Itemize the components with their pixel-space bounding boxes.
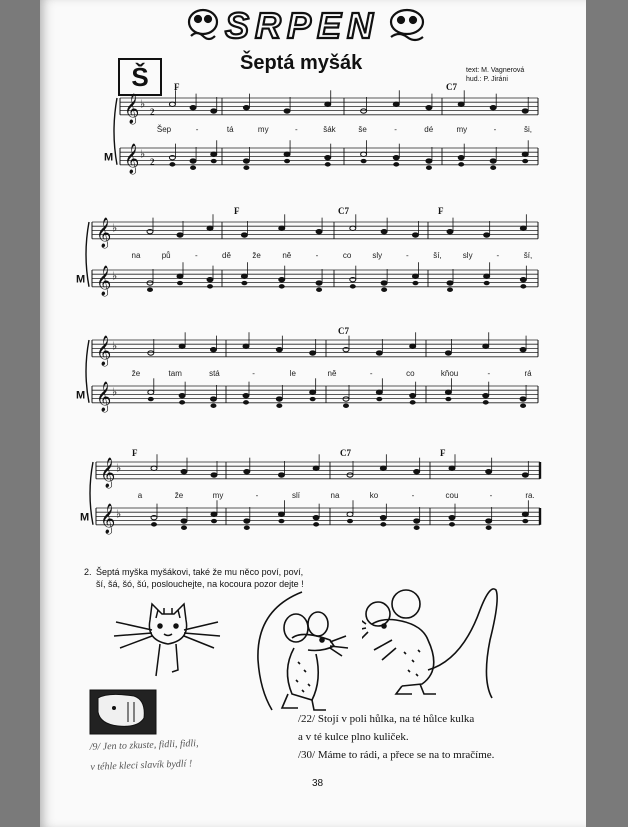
lyric-syllable: že bbox=[252, 251, 261, 260]
note-head bbox=[241, 274, 247, 278]
note-head bbox=[181, 519, 187, 523]
note-head bbox=[410, 400, 416, 404]
lyric-syllable: - bbox=[394, 125, 397, 134]
riddle-30-line: /30/ Máme to rádi, a přece se na to mračíme. bbox=[298, 749, 495, 761]
note-head bbox=[380, 466, 386, 470]
key-flat: ♭ bbox=[112, 339, 118, 353]
note-head bbox=[350, 284, 356, 288]
note-head bbox=[458, 102, 464, 106]
note-head bbox=[313, 522, 319, 526]
note-head bbox=[410, 393, 416, 397]
note-head bbox=[243, 344, 249, 348]
note-head bbox=[483, 400, 489, 404]
note-head bbox=[279, 277, 285, 281]
lyric-syllable: - bbox=[493, 125, 497, 134]
note-head bbox=[241, 233, 247, 237]
note-head bbox=[522, 109, 528, 113]
note-head bbox=[243, 400, 249, 404]
chord-symbol: C7 bbox=[340, 448, 351, 458]
lyric-syllable: tá bbox=[226, 125, 234, 134]
lyric-syllable: že bbox=[174, 491, 184, 500]
note-head bbox=[447, 288, 453, 292]
note-head bbox=[414, 469, 420, 473]
key-flat: ♭ bbox=[116, 461, 122, 475]
note-head bbox=[147, 281, 153, 285]
note-head bbox=[207, 284, 213, 288]
lyric-syllable: sly bbox=[372, 251, 383, 260]
note-head bbox=[316, 288, 322, 292]
system-brace bbox=[114, 98, 117, 165]
note-head bbox=[276, 404, 282, 408]
note-head bbox=[278, 519, 284, 523]
system-brace bbox=[86, 222, 89, 287]
note-head bbox=[522, 152, 528, 156]
note-head bbox=[484, 274, 490, 278]
lyric-syllable: - bbox=[195, 125, 199, 134]
note-head bbox=[520, 404, 526, 408]
note-head bbox=[522, 512, 528, 516]
note-head bbox=[179, 393, 185, 397]
lyric-syllable: my bbox=[456, 125, 468, 134]
note-head bbox=[361, 159, 367, 163]
note-head bbox=[376, 351, 382, 355]
note-head bbox=[310, 351, 316, 355]
note-head bbox=[486, 519, 492, 523]
lyric-syllable: le bbox=[289, 369, 296, 378]
note-head bbox=[325, 102, 331, 106]
cage-picture bbox=[88, 688, 158, 736]
note-head bbox=[211, 159, 217, 163]
note-head bbox=[483, 344, 489, 348]
lyric-syllable: co bbox=[406, 369, 415, 378]
system-brace bbox=[90, 462, 93, 525]
staff-label: M bbox=[76, 273, 86, 286]
lyric-syllable: ko bbox=[369, 491, 379, 500]
treble-clef: 𝄞 bbox=[124, 143, 140, 174]
note-head bbox=[445, 351, 451, 355]
lyric-syllable: Šep bbox=[156, 125, 172, 134]
staff-label: M bbox=[104, 151, 114, 164]
note-head bbox=[190, 105, 196, 109]
song-title: Šeptá myšák bbox=[240, 52, 363, 74]
note-head bbox=[381, 281, 387, 285]
lyric-syllable: - bbox=[411, 491, 415, 500]
treble-clef: 𝄞 bbox=[100, 457, 116, 488]
verse-2 bbox=[84, 566, 304, 590]
staff-label: M bbox=[76, 389, 86, 402]
lyric-syllable: - bbox=[369, 369, 373, 378]
note-head bbox=[412, 274, 418, 278]
note-head bbox=[520, 347, 526, 351]
verse-line-1: Šeptá myška myšákovi, také že mu něco poví, poví, bbox=[96, 567, 304, 577]
note-head bbox=[284, 109, 290, 113]
note-head bbox=[520, 277, 526, 281]
note-head bbox=[169, 162, 175, 166]
note-head bbox=[211, 512, 217, 516]
note-head bbox=[350, 226, 356, 230]
lyric-syllable: a bbox=[137, 491, 143, 500]
note-head bbox=[210, 397, 216, 401]
treble-clef: 𝄞 bbox=[96, 265, 112, 296]
verse-line-2: ší, šá, šó, šú, poslouchejte, na kocoura pozor dejte ! bbox=[96, 579, 304, 589]
note-head bbox=[347, 473, 353, 477]
note-head bbox=[244, 469, 250, 473]
note-head bbox=[490, 105, 496, 109]
note-head bbox=[484, 233, 490, 237]
lyric-syllable: kňou bbox=[440, 369, 459, 378]
lyric-syllable: - bbox=[295, 125, 298, 134]
lyric-syllable: my bbox=[257, 125, 269, 134]
note-head bbox=[347, 519, 353, 523]
month-title-text: SRPEN bbox=[225, 5, 380, 46]
note-head bbox=[151, 466, 157, 470]
note-head bbox=[179, 400, 185, 404]
note-head bbox=[426, 105, 432, 109]
note-head bbox=[445, 397, 451, 401]
lyric-syllable: - bbox=[252, 369, 255, 378]
note-head bbox=[151, 522, 157, 526]
chord-symbol: C7 bbox=[338, 326, 349, 336]
note-head bbox=[484, 281, 490, 285]
lyric-syllable: ra. bbox=[525, 491, 535, 500]
note-head bbox=[393, 102, 399, 106]
note-head bbox=[361, 109, 367, 113]
note-head bbox=[449, 466, 455, 470]
note-head bbox=[177, 274, 183, 278]
chord-symbol: F bbox=[132, 448, 138, 458]
riddle-22-line-2: a v té kulce plno kuliček. bbox=[298, 731, 409, 743]
note-head bbox=[278, 473, 284, 477]
note-head bbox=[210, 404, 216, 408]
note-head bbox=[325, 155, 331, 159]
lyric-syllable: tam bbox=[168, 369, 182, 378]
riddle-22-line-1: /22/ Stojí v poli hůlka, na té hůlce kulka bbox=[298, 713, 475, 725]
lyric-syllable: še bbox=[358, 125, 367, 134]
note-head bbox=[244, 519, 250, 523]
note-head bbox=[181, 526, 187, 530]
lyric-syllable: dé bbox=[424, 125, 434, 134]
chord-symbol: C7 bbox=[446, 82, 457, 92]
note-head bbox=[449, 522, 455, 526]
chord-symbol: F bbox=[174, 82, 180, 92]
note-head bbox=[490, 159, 496, 163]
note-head bbox=[243, 105, 249, 109]
riddle-9-line-2: v téhle kleci slavík bydlí ! bbox=[90, 758, 193, 773]
lyric-syllable: rá bbox=[524, 369, 532, 378]
note-head bbox=[207, 226, 213, 230]
note-head bbox=[210, 347, 216, 351]
note-head bbox=[147, 288, 153, 292]
cat-drawing bbox=[112, 600, 222, 680]
lyric-syllable: my bbox=[212, 491, 224, 500]
lyric-syllable: - bbox=[315, 251, 319, 260]
note-head bbox=[284, 159, 290, 163]
treble-clef: 𝄞 bbox=[100, 503, 116, 534]
riddle-9-line-1: /9/ Jen to zkuste, fidli, fidli, bbox=[89, 738, 199, 753]
note-head bbox=[426, 166, 432, 170]
note-head bbox=[211, 473, 217, 477]
lyric-syllable: sly bbox=[462, 251, 473, 260]
lyric-syllable: dě bbox=[222, 251, 231, 260]
note-head bbox=[243, 166, 249, 170]
note-head bbox=[447, 229, 453, 233]
treble-clef: 𝄞 bbox=[124, 93, 140, 124]
system-brace bbox=[86, 340, 89, 403]
note-head bbox=[520, 397, 526, 401]
note-head bbox=[243, 159, 249, 163]
note-head bbox=[177, 281, 183, 285]
note-head bbox=[190, 159, 196, 163]
verse-number: 2. bbox=[84, 567, 92, 577]
lyric-syllable: - bbox=[255, 491, 259, 500]
note-head bbox=[169, 102, 175, 106]
bottom-right-riddles bbox=[298, 710, 494, 764]
lyric-syllable: ši, bbox=[524, 125, 532, 134]
note-head bbox=[310, 397, 316, 401]
note-head bbox=[376, 397, 382, 401]
note-head bbox=[284, 152, 290, 156]
note-head bbox=[412, 281, 418, 285]
note-head bbox=[426, 159, 432, 163]
lyric-syllable: na bbox=[330, 491, 340, 500]
note-head bbox=[207, 277, 213, 281]
time-signature: 2 bbox=[150, 156, 155, 167]
lyric-syllable: cou bbox=[445, 491, 459, 500]
lyric-syllable: pů bbox=[161, 251, 171, 260]
note-head bbox=[241, 281, 247, 285]
lyric-syllable: ně bbox=[327, 369, 337, 378]
note-head bbox=[310, 390, 316, 394]
note-head bbox=[520, 226, 526, 230]
note-head bbox=[393, 155, 399, 159]
note-head bbox=[148, 390, 154, 394]
note-head bbox=[279, 226, 285, 230]
note-head bbox=[325, 162, 331, 166]
note-head bbox=[243, 393, 249, 397]
lyric-syllable: ně bbox=[282, 251, 292, 260]
time-signature: 2 bbox=[150, 106, 155, 117]
chord-symbol: F bbox=[440, 448, 446, 458]
lyric-syllable: - bbox=[487, 369, 491, 378]
chord-symbol: F bbox=[438, 206, 444, 216]
note-head bbox=[483, 393, 489, 397]
note-head bbox=[313, 515, 319, 519]
right-mouse-drawing bbox=[362, 580, 502, 700]
music-credit: hud.: P. Jiráni bbox=[466, 76, 508, 83]
note-head bbox=[376, 390, 382, 394]
note-head bbox=[458, 155, 464, 159]
lyric-syllable: stá bbox=[209, 369, 220, 378]
lyric-syllable: co bbox=[342, 251, 352, 260]
lyric-syllable: slí bbox=[292, 491, 300, 500]
lyric-syllable: - bbox=[496, 251, 500, 260]
lyric-syllable: - bbox=[489, 491, 493, 500]
note-head bbox=[414, 526, 420, 530]
note-head bbox=[449, 515, 455, 519]
left-mouse-drawing bbox=[242, 590, 352, 720]
note-head bbox=[343, 397, 349, 401]
note-head bbox=[447, 281, 453, 285]
note-head bbox=[414, 519, 420, 523]
lyric-syllable: ší, bbox=[433, 251, 442, 260]
note-head bbox=[343, 404, 349, 408]
note-head bbox=[380, 515, 386, 519]
note-head bbox=[313, 466, 319, 470]
note-head bbox=[276, 347, 282, 351]
note-head bbox=[486, 469, 492, 473]
key-flat: ♭ bbox=[112, 221, 118, 235]
note-head bbox=[410, 344, 416, 348]
note-head bbox=[181, 469, 187, 473]
lyric-syllable: - bbox=[406, 251, 409, 260]
note-head bbox=[211, 519, 217, 523]
note-head bbox=[486, 526, 492, 530]
note-head bbox=[522, 473, 528, 477]
page-number: 38 bbox=[312, 778, 324, 789]
lyric-syllable: - bbox=[194, 251, 198, 260]
note-head bbox=[458, 162, 464, 166]
note-head bbox=[522, 159, 528, 163]
key-flat: ♭ bbox=[112, 385, 118, 399]
note-head bbox=[520, 284, 526, 288]
key-flat: ♭ bbox=[140, 147, 146, 161]
lyric-syllable: ší, bbox=[523, 251, 533, 260]
note-head bbox=[211, 109, 217, 113]
treble-clef: 𝄞 bbox=[96, 335, 112, 366]
bottom-left-riddle bbox=[89, 734, 199, 778]
song-letter: Š bbox=[118, 58, 162, 96]
note-head bbox=[522, 519, 528, 523]
key-flat: ♭ bbox=[116, 507, 122, 521]
note-head bbox=[380, 522, 386, 526]
note-head bbox=[412, 233, 418, 237]
lyric-syllable: šák bbox=[323, 125, 336, 134]
note-head bbox=[316, 229, 322, 233]
note-head bbox=[361, 152, 367, 156]
note-head bbox=[148, 351, 154, 355]
note-head bbox=[347, 512, 353, 516]
lyric-syllable: že bbox=[131, 369, 141, 378]
treble-clef: 𝄞 bbox=[96, 381, 112, 412]
note-head bbox=[177, 233, 183, 237]
key-flat: ♭ bbox=[140, 97, 146, 111]
chord-symbol: C7 bbox=[338, 206, 349, 216]
treble-clef: 𝄞 bbox=[96, 217, 112, 248]
note-head bbox=[179, 344, 185, 348]
staff-label: M bbox=[80, 511, 90, 524]
note-head bbox=[148, 397, 154, 401]
text-credit: text: M. Vagnerová bbox=[466, 67, 525, 74]
note-head bbox=[278, 512, 284, 516]
chord-symbol: F bbox=[234, 206, 240, 216]
note-head bbox=[244, 526, 250, 530]
note-head bbox=[316, 281, 322, 285]
note-head bbox=[393, 162, 399, 166]
note-head bbox=[381, 288, 387, 292]
key-flat: ♭ bbox=[112, 269, 118, 283]
note-head bbox=[276, 397, 282, 401]
lyric-syllable: na bbox=[131, 251, 141, 260]
note-head bbox=[381, 229, 387, 233]
note-head bbox=[445, 390, 451, 394]
note-head bbox=[279, 284, 285, 288]
note-head bbox=[211, 152, 217, 156]
note-head bbox=[490, 166, 496, 170]
note-head bbox=[190, 166, 196, 170]
